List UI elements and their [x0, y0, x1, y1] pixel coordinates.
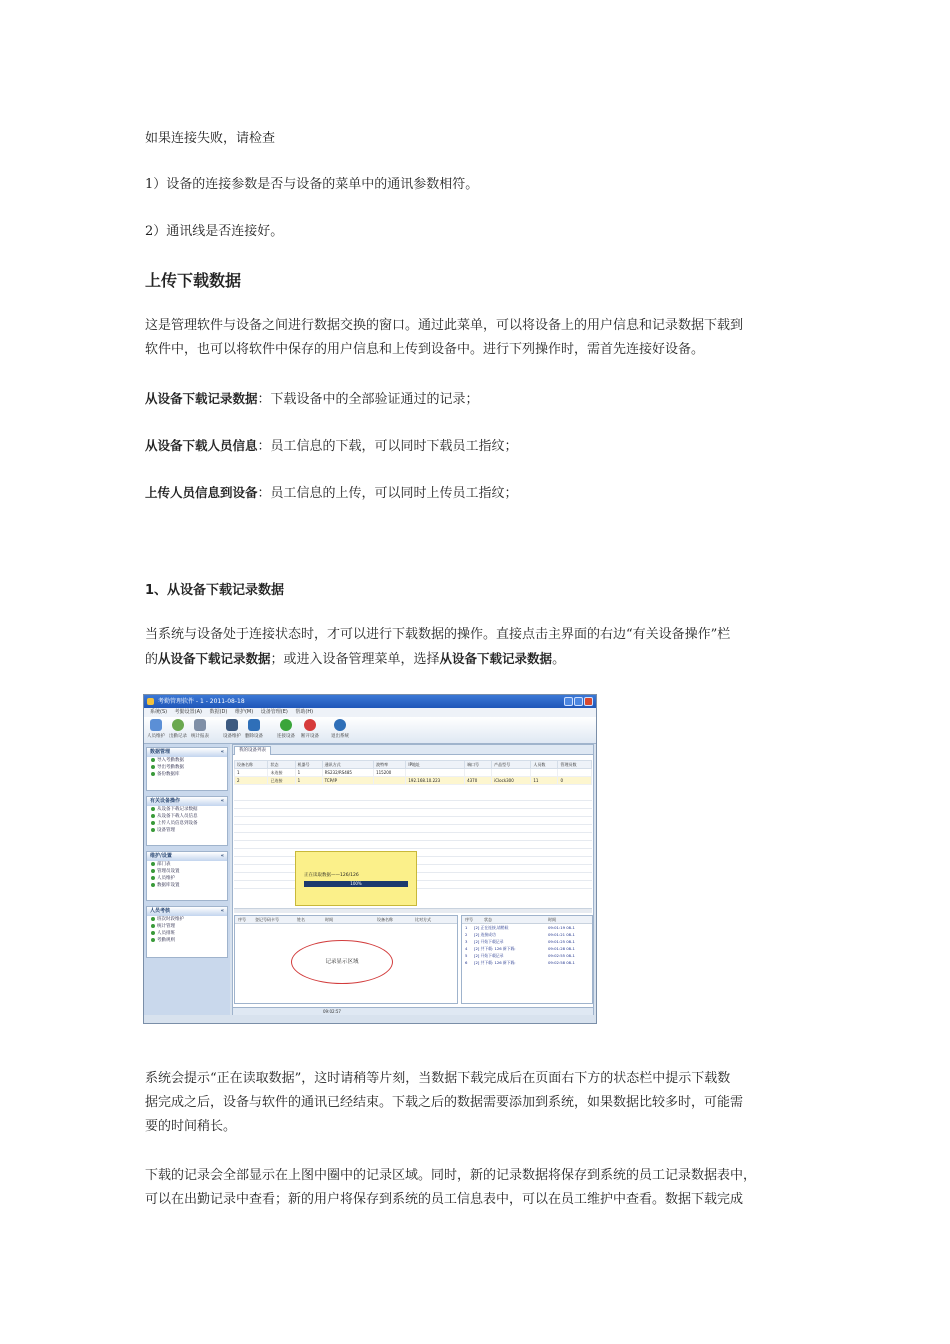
table-row[interactable] — [235, 777, 592, 785]
toolbar-connect-button[interactable] — [276, 719, 296, 739]
cell: 09:01:25 08-1 — [548, 939, 575, 944]
toolbar-disconnect-label: 断开设备 — [301, 734, 319, 739]
records-line-2: 可以在出勤记录中查看；新的用户将保存到系统的员工信息表中，可以在员工维护中查看。数据下载完成 — [145, 1192, 744, 1207]
cell: 0 — [558, 777, 592, 785]
cell — [374, 777, 406, 785]
people-icon — [150, 719, 162, 731]
cell: RS232/RS485 — [322, 769, 373, 777]
step1-paragraph — [145, 623, 810, 672]
item-icon — [151, 814, 155, 818]
reading-paragraph — [145, 1067, 810, 1139]
menu-system[interactable]: 系统(S) — [150, 709, 168, 715]
col-header[interactable]: 管理员数 — [558, 761, 592, 769]
step1-term-a: 从设备下载记录数据 — [158, 651, 271, 666]
cell: 09:02:58 08-1 — [548, 960, 575, 965]
cell: 未连接 — [268, 769, 295, 777]
col-header[interactable]: 端口号 — [465, 761, 492, 769]
sidebar-item-departments[interactable] — [147, 861, 227, 868]
panel-maintenance — [146, 851, 228, 901]
toolbar-exit-button[interactable] — [330, 719, 350, 739]
item-icon — [151, 765, 155, 769]
text-check-2: 2）通讯线是否连接好。 — [145, 224, 284, 239]
item-icon — [151, 938, 155, 942]
table-row[interactable] — [235, 769, 592, 777]
sidebar-item-label: 管理员设置 — [157, 869, 180, 874]
reading-line-2: 据完成之后，设备与软件的通讯已经结束。下载之后的数据需要添加到系统，如果数据比较多时，可能需 — [145, 1095, 744, 1110]
collapse-icon: « — [220, 798, 224, 804]
clock-icon — [172, 719, 184, 731]
reading-line-3: 要的时间稍长。 — [145, 1119, 237, 1134]
panel-title: 维护/设置 — [150, 853, 172, 859]
sidebar-item-label: 班次时段维护 — [157, 917, 184, 922]
text-check-1: 1）设备的连接参数是否与设备的菜单中的通讯参数相符。 — [145, 177, 479, 192]
cell: 1 — [465, 925, 468, 930]
item-icon — [151, 807, 155, 811]
panel-title: 有关设备操作 — [150, 798, 181, 804]
panel-staff-assessment — [146, 906, 228, 958]
step1-term-b: 从设备下载记录数据 — [439, 651, 553, 666]
sidebar-item-label: 人员排班 — [157, 931, 175, 936]
term-download-records: 从设备下载记录数据 — [145, 391, 258, 406]
delete-x-icon — [248, 719, 260, 731]
sidebar-item-label: 考勤规则 — [157, 938, 175, 943]
cell: 2 — [235, 777, 268, 785]
col-header[interactable]: 状态 — [484, 917, 492, 922]
status-bar — [233, 1007, 593, 1015]
step1-line-1: 当系统与设备处于连接状态时，才可以进行下载数据的操作。直接点击主界面的右边“有关设备操作”栏 — [145, 627, 731, 642]
toolbar-delete-button[interactable] — [244, 719, 264, 739]
horizontal-scrollbar[interactable] — [234, 908, 592, 913]
panel-device-operations-header[interactable] — [147, 797, 227, 806]
cell: 2 — [465, 932, 468, 937]
connect-icon — [280, 719, 292, 731]
intro-line-2: 软件中，也可以将软件中保存的用户信息和上传到设备中。进行下列操作时，需首先连接好设备。 — [145, 342, 705, 357]
close-button[interactable] — [584, 697, 593, 706]
panel-title: 数据管理 — [150, 749, 171, 755]
window-title: 考勤管理软件 - 1 - 2011-08-18 — [158, 698, 245, 705]
disconnect-icon — [304, 719, 316, 731]
item-icon — [151, 883, 155, 887]
sidebar-item-label: 数据库设置 — [157, 883, 180, 888]
cell: [2] 开始下载记录 — [474, 939, 504, 944]
item-icon — [151, 821, 155, 825]
toolbar-device-label: 设备维护 — [223, 734, 241, 739]
list-item[interactable] — [462, 959, 592, 966]
sidebar-item-import[interactable] — [147, 757, 227, 764]
list-item[interactable] — [462, 938, 592, 945]
toolbar-records-button[interactable] — [168, 719, 188, 739]
records-paragraph — [145, 1164, 810, 1212]
sidebar-item-upload-users[interactable] — [147, 820, 227, 827]
cell: 1 — [295, 769, 322, 777]
cell: 11 — [531, 777, 558, 785]
collapse-icon: « — [220, 749, 224, 755]
sidebar-item-download-records[interactable] — [147, 806, 227, 813]
sidebar-item-label: 统计管理 — [157, 924, 175, 929]
item-icon — [151, 917, 155, 921]
step1-line-2c: ；或进入设备管理菜单，选择 — [270, 652, 440, 667]
device-table — [234, 760, 592, 785]
device-icon — [226, 719, 238, 731]
col-header[interactable]: 时间 — [548, 917, 556, 922]
maximize-button[interactable] — [574, 697, 583, 706]
sidebar-item-shifts[interactable] — [147, 916, 227, 923]
panel-title: 人员考核 — [150, 908, 171, 914]
cell — [531, 769, 558, 777]
cell: [2] 正在连接,请稍候 — [474, 925, 509, 930]
sidebar-item-label: 人员维护 — [157, 876, 175, 881]
toolbar-device-button[interactable] — [222, 719, 242, 739]
cell — [406, 769, 465, 777]
col-header[interactable]: IP地址 — [406, 761, 465, 769]
log-panel — [461, 915, 593, 1004]
cell: [2] 开始下载记录 — [474, 953, 504, 958]
main-area — [232, 744, 594, 1015]
heading-upload-download: 上传下载数据 — [145, 271, 242, 290]
sidebar-item-download-users[interactable] — [147, 813, 227, 820]
toolbar-connect-label: 连接设备 — [277, 734, 295, 739]
sidebar-item-device-management[interactable] — [147, 827, 227, 834]
item-icon — [151, 758, 155, 762]
toolbar-records-label: 出勤记录 — [169, 734, 187, 739]
heading-step-1: 1、从设备下载记录数据 — [145, 583, 285, 598]
sidebar-item-label: 部门表 — [157, 862, 171, 867]
step1-line-2e: 。 — [552, 652, 566, 667]
sidebar-item-label: 从设备下载人员信息 — [157, 814, 198, 819]
collapse-icon: « — [220, 853, 224, 859]
col-header[interactable]: 登记号码卡号 — [255, 917, 279, 922]
tab-bar — [233, 745, 593, 755]
cell: iClock300 — [492, 777, 531, 785]
sidebar-item-staff[interactable] — [147, 875, 227, 882]
item-icon — [151, 828, 155, 832]
cell: 已连接 — [268, 777, 295, 785]
sidebar-item-label: 导入考勤数据 — [157, 758, 184, 763]
cell: 115200 — [374, 769, 406, 777]
sidebar-item-label: 从设备下载记录数据 — [157, 807, 198, 812]
cell: 09:01:21 08-1 — [548, 932, 575, 937]
intro-paragraph — [145, 314, 810, 362]
menu-data[interactable]: 数据(D) — [209, 709, 228, 715]
menu-attendance-settings[interactable]: 考勤设置(A) — [174, 709, 202, 715]
panel-device-operations — [146, 796, 228, 846]
item-download-users — [145, 434, 810, 459]
col-header[interactable]: 比对方式 — [415, 917, 431, 922]
cell: 09:02:55 08-1 — [548, 953, 575, 958]
list-item[interactable] — [462, 952, 592, 959]
sidebar-item-label: 设备管理 — [157, 828, 175, 833]
record-area — [234, 915, 458, 1004]
reading-line-1: 系统会提示“正在读取数据”，这时请稍等片刻，当数据下载完成后在页面右下方的状态栏中提示下载数 — [145, 1071, 731, 1086]
cell: [2] 连接成功 — [474, 932, 496, 937]
status-time: 09:02:57 — [323, 1009, 341, 1014]
item-icon — [151, 862, 155, 866]
list-item[interactable] — [462, 931, 592, 938]
desc-download-users: ：员工信息的下载，可以同时下载员工指纹； — [257, 439, 518, 454]
record-area-label: 记录显示区域 — [325, 959, 359, 965]
text-check-failure: 如果连接失败，请检查 — [145, 131, 276, 146]
cell: 6 — [465, 960, 468, 965]
cell — [492, 769, 531, 777]
menu-help[interactable]: 帮助(H) — [295, 709, 314, 715]
sidebar-item-export[interactable] — [147, 764, 227, 771]
cell: 09:01:19 08-1 — [548, 925, 575, 930]
panel-maintenance-header[interactable] — [147, 852, 227, 861]
col-header[interactable]: 波特率 — [374, 761, 406, 769]
toolbar-disconnect-button[interactable] — [300, 719, 320, 739]
popup-message: 正在读取数据——126/126 — [304, 873, 359, 878]
toolbar-report-label: 统计报表 — [191, 734, 209, 739]
panel-data-management — [146, 747, 228, 791]
device-table-header — [235, 761, 592, 769]
term-upload-users: 上传人员信息到设备 — [145, 485, 258, 500]
col-header[interactable]: 人员数 — [531, 761, 558, 769]
minimize-button[interactable] — [564, 697, 573, 706]
records-line-1: 下载的记录会全部显示在上图中圈中的记录区域。同时，新的记录数据将保存到系统的员工记录数据表中， — [145, 1168, 757, 1183]
cell — [558, 769, 592, 777]
item-upload-users — [145, 481, 810, 506]
cell: [2] 共下载: 126 新下载: — [474, 946, 516, 951]
record-table-header — [235, 916, 457, 924]
cell: 1 — [295, 777, 322, 785]
col-header[interactable]: 时间 — [325, 917, 333, 922]
toolbar-staff-label: 人员维护 — [147, 734, 165, 739]
sidebar-item-backup[interactable] — [147, 771, 227, 778]
tab-device-list[interactable]: 我的设备列表 — [234, 746, 271, 755]
toolbar-staff-button[interactable] — [146, 719, 166, 739]
cell: [2] 共下载: 126 新下载: — [474, 960, 516, 965]
item-download-records — [145, 387, 810, 412]
app-icon — [147, 698, 154, 705]
sidebar-item-database[interactable] — [147, 882, 227, 889]
list-item[interactable] — [462, 945, 592, 952]
sidebar-item-rules[interactable] — [147, 937, 227, 944]
item-icon — [151, 931, 155, 935]
item-icon — [151, 869, 155, 873]
cell: 4 — [465, 946, 468, 951]
sidebar-item-scheduling[interactable] — [147, 930, 227, 937]
sidebar-item-label: 上传人员信息到设备 — [157, 821, 198, 826]
sidebar-item-admin-settings[interactable] — [147, 868, 227, 875]
col-header[interactable]: 产品型号 — [492, 761, 531, 769]
window-titlebar — [144, 695, 596, 708]
cell: 1 — [235, 769, 268, 777]
report-icon — [194, 719, 206, 731]
col-header[interactable]: 机器号 — [295, 761, 322, 769]
list-item[interactable] — [462, 924, 592, 931]
col-header[interactable]: 姓名 — [297, 917, 305, 922]
col-header[interactable]: 设备名称 — [377, 917, 393, 922]
panel-staff-assessment-header[interactable] — [147, 907, 227, 916]
col-header[interactable]: 设备名称 — [235, 761, 268, 769]
menu-device-management[interactable]: 设备管理(E) — [260, 709, 288, 715]
intro-line-1: 这是管理软件与设备之间进行数据交换的窗口。通过此菜单，可以将设备上的用户信息和记录数据下载到 — [145, 318, 744, 333]
collapse-icon: « — [220, 908, 224, 914]
col-header[interactable]: 通讯方式 — [322, 761, 373, 769]
sidebar-item-label: 备份数据库 — [157, 772, 180, 777]
step1-line-2a: 的 — [145, 652, 159, 667]
reading-data-popup — [295, 851, 417, 906]
item-icon — [151, 924, 155, 928]
item-icon — [151, 772, 155, 776]
menu-maintenance[interactable]: 维护(M) — [234, 709, 254, 715]
col-header[interactable]: 序号 — [238, 917, 246, 922]
menu-bar — [144, 708, 596, 717]
toolbar-delete-label: 删除设备 — [245, 734, 263, 739]
cell: 3 — [465, 939, 468, 944]
progress-bar: 100% — [304, 881, 408, 887]
cell: 4370 — [465, 777, 492, 785]
toolbar — [144, 717, 596, 744]
log-table-header — [462, 916, 592, 924]
sidebar — [144, 744, 230, 1015]
cell: 5 — [465, 953, 468, 958]
record-area-highlight — [291, 940, 393, 984]
desc-upload-users: ：员工信息的上传，可以同时上传员工指纹； — [257, 486, 518, 501]
sidebar-item-label: 导出考勤数据 — [157, 765, 184, 770]
cell: TCP/IP — [322, 777, 373, 785]
item-icon — [151, 876, 155, 880]
desc-download-records: ：下载设备中的全部验证通过的记录； — [257, 392, 479, 407]
term-download-users: 从设备下载人员信息 — [145, 438, 258, 453]
sidebar-item-stats[interactable] — [147, 923, 227, 930]
cell — [465, 769, 492, 777]
col-header[interactable]: 序号 — [465, 917, 473, 922]
toolbar-exit-label: 退出系统 — [331, 734, 349, 739]
col-header[interactable]: 状态 — [268, 761, 295, 769]
cell: 192.168.10.223 — [406, 777, 465, 785]
toolbar-report-button[interactable] — [190, 719, 210, 739]
software-screenshot — [143, 694, 597, 1024]
exit-icon — [334, 719, 346, 731]
cell: 09:01:28 08-1 — [548, 946, 575, 951]
panel-data-management-header[interactable] — [147, 748, 227, 757]
